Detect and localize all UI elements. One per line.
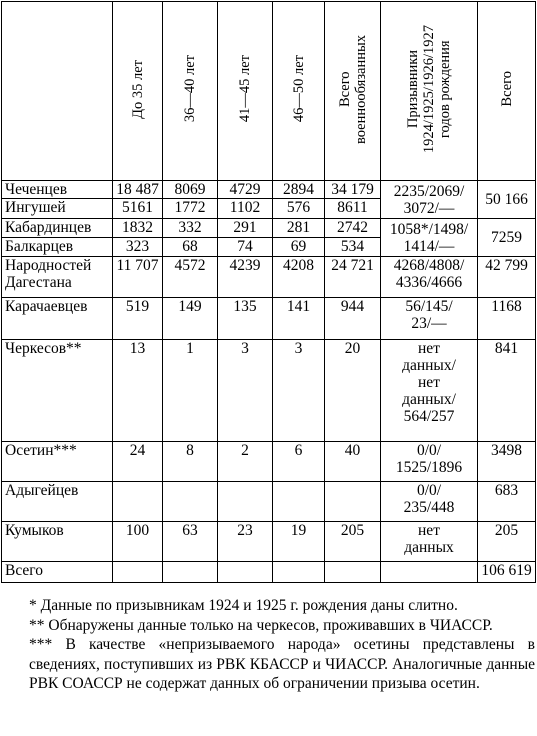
row-name: Адыгейцев [2,482,113,522]
cell-age-41-45: 1102 [218,199,273,219]
cell-age-under-35: 13 [113,340,163,442]
cell-age-46-50: 4208 [273,257,325,298]
cell-age-36-40: 149 [163,298,218,340]
cell-age-36-40: 68 [163,238,218,257]
cell-total-liable: 20 [325,340,381,442]
cell-total: 50 166 [478,181,536,219]
cell-empty [325,562,381,583]
cell-age-46-50: 141 [273,298,325,340]
footnote: *** В качестве «непризываемого народа» осетины представлены в сведениях, поступивших из РВК КБАССР и ЧИАССР. Аналогичные данные РВК СОАССР не содержат данных об ограничении призыва осетин. [29,636,535,692]
row-name: Кумыков [2,522,113,562]
cell-age-under-35: 519 [113,298,163,340]
cell-age-41-45: 291 [218,219,273,238]
row-name: Карачаевцев [2,298,113,340]
cell-total-liable: 24 721 [325,257,381,298]
cell-recruits: нет данных/ нет данных/ 564/257 [381,340,478,442]
table-row [2,482,536,522]
cell-age-46-50: 19 [273,522,325,562]
cell-total: 42 799 [478,257,536,298]
cell-total-liable: 34 179 [325,181,381,199]
cell-age-under-35: 323 [113,238,163,257]
cell-recruits: 0/0/ 1525/1896 [381,442,478,482]
cell-age-36-40: 63 [163,522,218,562]
table-row [2,522,536,562]
header-total: Всего [478,2,536,181]
cell-empty [163,562,218,583]
cell-empty [113,562,163,583]
cell-age-36-40: 8069 [163,181,218,199]
table-row [2,219,536,238]
cell-age-41-45: 2 [218,442,273,482]
row-name: Балкарцев [2,238,113,257]
cell-age-under-35: 24 [113,442,163,482]
header-total-liable: Всего военнообязанных [325,2,381,181]
cell-age-under-35: 1832 [113,219,163,238]
footnotes [3,596,535,694]
table-row [2,340,536,442]
cell-age-46-50: 2894 [273,181,325,199]
cell-age-under-35: 5161 [113,199,163,219]
cell-age-46-50: 281 [273,219,325,238]
table-row [2,442,536,482]
cell-total: 1168 [478,298,536,340]
cell-age-36-40: 1772 [163,199,218,219]
cell-total-liable: 40 [325,442,381,482]
cell-age-36-40: 332 [163,219,218,238]
cell-age-46-50: 69 [273,238,325,257]
cell-total-liable: 534 [325,238,381,257]
cell-recruits: 1058*/1498/ 1414/— [381,219,478,257]
cell-age-36-40: 4572 [163,257,218,298]
cell-total-liable: 205 [325,522,381,562]
total-row [2,562,536,583]
cell-age-41-45: 3 [218,340,273,442]
cell-recruits: 56/145/ 23/— [381,298,478,340]
row-name: Кабардинцев [2,219,113,238]
cell-total: 205 [478,522,536,562]
row-name: Чеченцев [2,181,113,199]
header-age-36-40: 36—40 лет [163,2,218,181]
cell-age-41-45: 74 [218,238,273,257]
cell-age-36-40: 1 [163,340,218,442]
cell-age-41-45: 135 [218,298,273,340]
header-age-46-50: 46—50 лет [273,2,325,181]
cell-age-46-50 [273,482,325,522]
header-name [2,2,113,181]
cell-empty [273,562,325,583]
cell-grand-total: 106 619 [478,562,536,583]
population-table [1,1,536,583]
cell-empty [218,562,273,583]
cell-total: 683 [478,482,536,522]
row-name: Народностей Дагестана [2,257,113,298]
cell-age-36-40 [163,482,218,522]
cell-total: 841 [478,340,536,442]
cell-age-under-35: 11 707 [113,257,163,298]
footnote: ** Обнаружены данные только на черкесов, проживавших в ЧИАССР. [29,616,493,634]
cell-age-under-35: 18 487 [113,181,163,199]
cell-age-36-40: 8 [163,442,218,482]
header-row [2,2,536,181]
row-name: Черкесов** [2,340,113,442]
cell-age-46-50: 6 [273,442,325,482]
cell-age-41-45: 4729 [218,181,273,199]
table-row [2,181,536,199]
cell-age-under-35: 100 [113,522,163,562]
cell-age-46-50: 576 [273,199,325,219]
cell-age-41-45: 4239 [218,257,273,298]
header-age-41-45: 41—45 лет [218,2,273,181]
cell-recruits: 0/0/ 235/448 [381,482,478,522]
cell-age-41-45: 23 [218,522,273,562]
cell-empty [381,562,478,583]
cell-total-liable: 8611 [325,199,381,219]
cell-total-liable: 944 [325,298,381,340]
header-age-under-35: До 35 лет [113,2,163,181]
cell-age-41-45 [218,482,273,522]
header-recruits: Призывники 1924/1925/1926/1927 годов рождения [381,2,478,181]
table-row [2,298,536,340]
cell-total: 7259 [478,219,536,257]
footnote: * Данные по призывникам 1924 и 1925 г. рождения даны слитно. [29,597,458,614]
cell-recruits: нет данных [381,522,478,562]
cell-age-46-50: 3 [273,340,325,442]
row-name: Всего [2,562,113,583]
row-name: Ингушей [2,199,113,219]
cell-total-liable: 2742 [325,219,381,238]
cell-total-liable [325,482,381,522]
table-row [2,257,536,298]
cell-recruits: 4268/4808/ 4336/4666 [381,257,478,298]
row-name: Осетин*** [2,442,113,482]
cell-recruits: 2235/2069/ 3072/— [381,181,478,219]
cell-age-under-35 [113,482,163,522]
cell-total: 3498 [478,442,536,482]
